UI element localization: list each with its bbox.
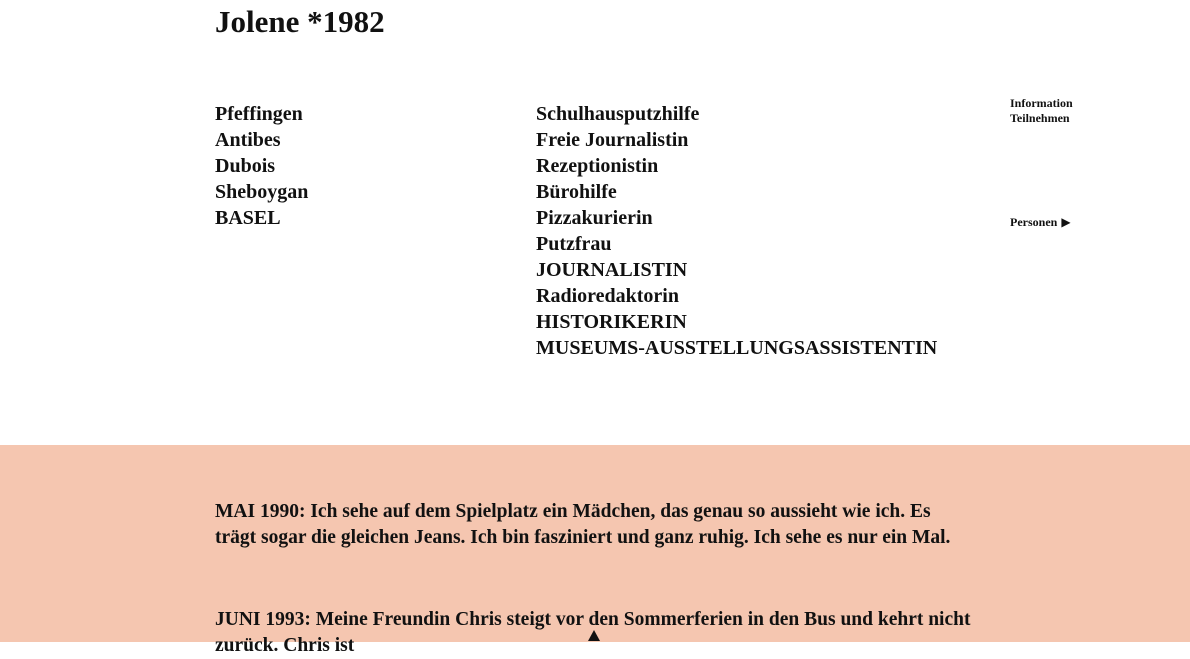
list-item: Pfeffingen (215, 103, 303, 125)
list-item: Sheboygan (215, 181, 309, 203)
list-item: Dubois (215, 155, 276, 177)
jobs-list (536, 101, 956, 361)
list-item: MUSEUMS-AUSSTELLUNGSASSISTENTIN (536, 337, 938, 359)
list-item: Bürohilfe (536, 181, 617, 203)
timeline-entry: JUNI 1993: Meine Freundin Chris steigt vor den Sommerferien in den Bus und kehrt nicht zurück. Chris ist (215, 609, 971, 656)
nav-link-information[interactable]: Information (1010, 96, 1073, 110)
list-item: Radioredaktorin (536, 285, 679, 307)
list-item: Antibes (215, 129, 281, 151)
list-item: Rezeptionistin (536, 155, 659, 177)
list-item: BASEL (215, 207, 281, 229)
cursor-arrow-icon (588, 630, 600, 641)
places-list (215, 101, 308, 231)
nav-link-teilnehmen[interactable]: Teilnehmen (1010, 111, 1070, 125)
page-title: Jolene *1982 (215, 4, 385, 39)
side-nav (1010, 96, 1073, 126)
timeline-entry: MAI 1990: Ich sehe auf dem Spielplatz ein Mädchen, das genau so aussieht wie ich. Es trägt sogar die gleichen Jeans. Ich bin fasziniert und ganz ruhig. Ich sehe es nur ein Mal. (215, 501, 951, 548)
list-item: Putzfrau (536, 233, 612, 255)
personen-link[interactable] (1010, 214, 1071, 230)
play-arrow-icon: ▶ (1061, 215, 1071, 229)
personen-label: Personen (1010, 215, 1058, 229)
timeline-section (0, 445, 1190, 656)
list-item: Schulhausputzhilfe (536, 103, 700, 125)
list-item: JOURNALISTIN (536, 259, 688, 281)
list-item: HISTORIKERIN (536, 311, 687, 333)
list-item: Pizzakurierin (536, 207, 653, 229)
list-item: Freie Journalistin (536, 129, 689, 151)
